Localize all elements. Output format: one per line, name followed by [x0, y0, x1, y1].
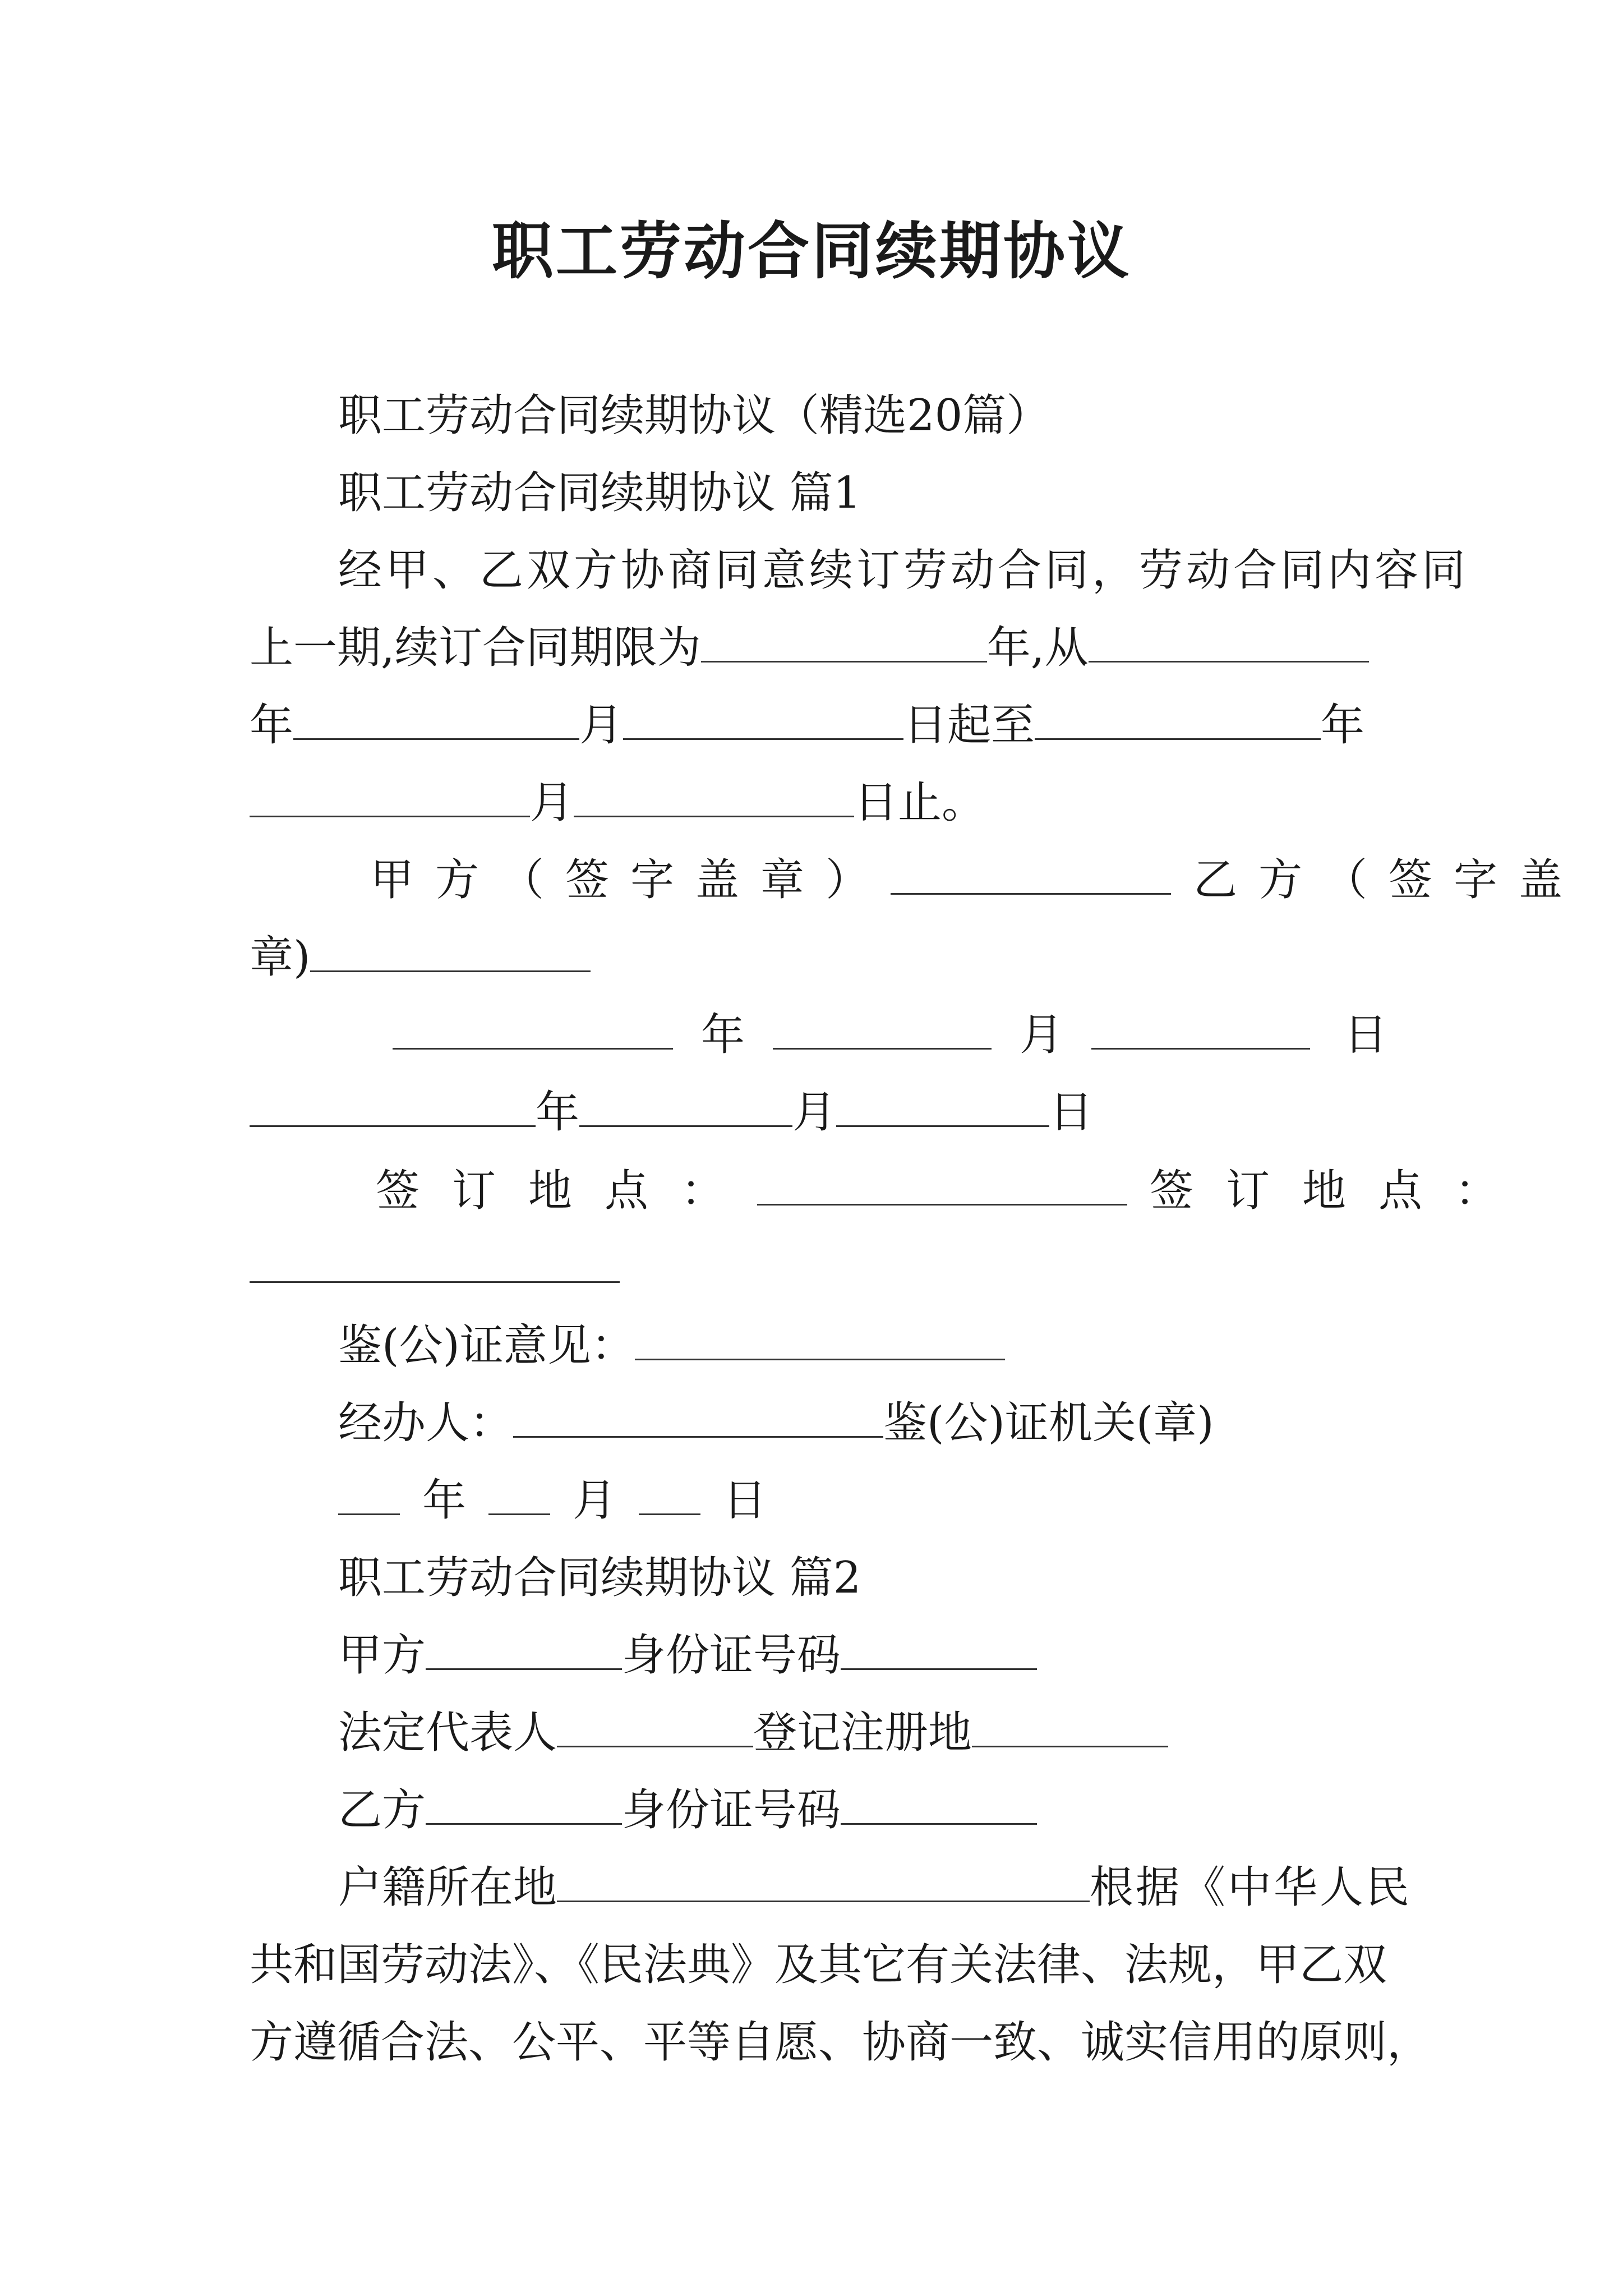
part1-heading: 职工劳动合同续期协议 篇1: [338, 468, 861, 518]
blank-end-day[interactable]: [574, 781, 854, 817]
notary-date-line: [338, 1475, 767, 1526]
paragraph-text: 日止。: [854, 777, 986, 828]
document-title: 职工劳动合同续期协议: [492, 215, 1131, 287]
blank-term-years[interactable]: [701, 626, 987, 662]
notary-day-blank[interactable]: [639, 1479, 700, 1515]
signature-line: [370, 855, 1584, 905]
blank-start-month[interactable]: [293, 703, 579, 740]
date-a-month-blank[interactable]: [773, 1013, 992, 1050]
date-a-day-blank[interactable]: [1091, 1013, 1310, 1050]
subtitle: 职工劳动合同续期协议（精选20篇）: [338, 390, 1050, 441]
signing-place-line: [376, 1166, 1532, 1216]
date-a-year-blank[interactable]: [393, 1013, 673, 1050]
paragraph-text: 年: [1321, 700, 1365, 751]
date-day-label: 日: [1049, 1087, 1094, 1138]
date-month-label: 月: [792, 1087, 837, 1138]
party-b-signature-blank[interactable]: [310, 936, 591, 972]
part2-heading: 职工劳动合同续期协议 篇2: [338, 1553, 861, 1603]
signing-place-line-2: [250, 1246, 620, 1290]
party-b-signature-label-end: 章): [250, 932, 311, 983]
law-line-3: 方遵循合法、公平、平等自愿、协商一致、诚实信用的原则，: [250, 2017, 1431, 2068]
paragraph-text: 日起至: [903, 700, 1035, 751]
party-b-id-blank[interactable]: [841, 1788, 1037, 1825]
reg-place-label: 登记注册地: [753, 1708, 972, 1758]
paragraph-1-line-3: [250, 700, 1365, 751]
signing-place-b-label: 签订地点：: [1150, 1166, 1532, 1216]
notary-opinion-label: 鉴(公)证意见：: [338, 1320, 635, 1371]
party-a-signature-blank[interactable]: [891, 858, 1171, 895]
handler-label: 经办人：: [338, 1398, 514, 1448]
date-line-a: [393, 1010, 1388, 1060]
signing-place-b-blank[interactable]: [250, 1246, 620, 1283]
paragraph-text: 年: [250, 700, 294, 751]
party-a-id-blank[interactable]: [841, 1634, 1037, 1670]
date-line-b: [250, 1087, 1094, 1138]
household-line: [338, 1862, 1412, 1913]
paragraph-text: 月: [579, 700, 624, 751]
party-b-signature-label: 乙方（签字盖: [1193, 855, 1584, 905]
id-number-label: 身份证号码: [622, 1785, 841, 1835]
party-b-line: [338, 1785, 1037, 1835]
id-number-label: 身份证号码: [622, 1630, 841, 1681]
paragraph-1-line-4: [250, 777, 986, 828]
household-label: 户籍所在地: [338, 1862, 557, 1913]
legal-rep-label: 法定代表人: [338, 1708, 557, 1758]
notary-office-label: 鉴(公)证机关(章): [883, 1398, 1214, 1448]
signing-place-a-blank[interactable]: [757, 1169, 1127, 1205]
handler-line: [338, 1398, 1214, 1448]
paragraph-1-line-1: 经甲、乙双方协商同意续订劳动合同，劳动合同内容同: [338, 545, 1469, 596]
household-blank[interactable]: [557, 1866, 1090, 1902]
paragraph-text: 上一期,续订合同期限为: [250, 623, 701, 673]
date-day-label: 日: [723, 1475, 767, 1526]
notary-opinion-line: [338, 1320, 1005, 1371]
notary-year-blank[interactable]: [338, 1479, 400, 1515]
blank-start-day[interactable]: [623, 703, 903, 740]
party-b-label: 乙方: [338, 1785, 426, 1835]
notary-month-blank[interactable]: [488, 1479, 550, 1515]
party-b-blank[interactable]: [426, 1788, 622, 1825]
legal-rep-line: [338, 1708, 1168, 1758]
paragraph-1-line-2: [250, 623, 1369, 673]
date-year-label: 年: [422, 1475, 467, 1526]
date-year-label: 年: [536, 1087, 580, 1138]
party-a-line: [338, 1630, 1037, 1681]
legal-rep-blank[interactable]: [557, 1711, 753, 1747]
date-b-year-blank[interactable]: [250, 1091, 536, 1127]
signature-line-2: [250, 932, 591, 983]
party-a-signature-label: 甲方（签字盖章）: [370, 855, 891, 905]
paragraph-text: 年,从: [986, 623, 1089, 673]
notary-opinion-blank[interactable]: [635, 1324, 1005, 1360]
paragraph-text: 根据《中华人民: [1090, 1862, 1412, 1913]
date-b-month-blank[interactable]: [579, 1091, 792, 1127]
date-day-label: 日: [1344, 1010, 1388, 1060]
date-month-label: 月: [573, 1475, 617, 1526]
date-month-label: 月: [1020, 1010, 1064, 1060]
paragraph-text: 月: [530, 777, 574, 828]
blank-end-month[interactable]: [250, 781, 530, 817]
law-line-2: 共和国劳动法》、《民法典》及其它有关法律、法规，甲乙双: [250, 1940, 1387, 1990]
blank-end-year[interactable]: [1035, 703, 1321, 740]
blank-start-year[interactable]: [1089, 626, 1369, 662]
party-a-blank[interactable]: [426, 1634, 622, 1670]
date-year-label: 年: [701, 1010, 745, 1060]
handler-blank[interactable]: [513, 1401, 883, 1438]
reg-place-blank[interactable]: [972, 1711, 1168, 1747]
date-b-day-blank[interactable]: [836, 1091, 1049, 1127]
party-a-label: 甲方: [338, 1630, 426, 1681]
signing-place-a-label: 签订地点：: [376, 1166, 758, 1216]
